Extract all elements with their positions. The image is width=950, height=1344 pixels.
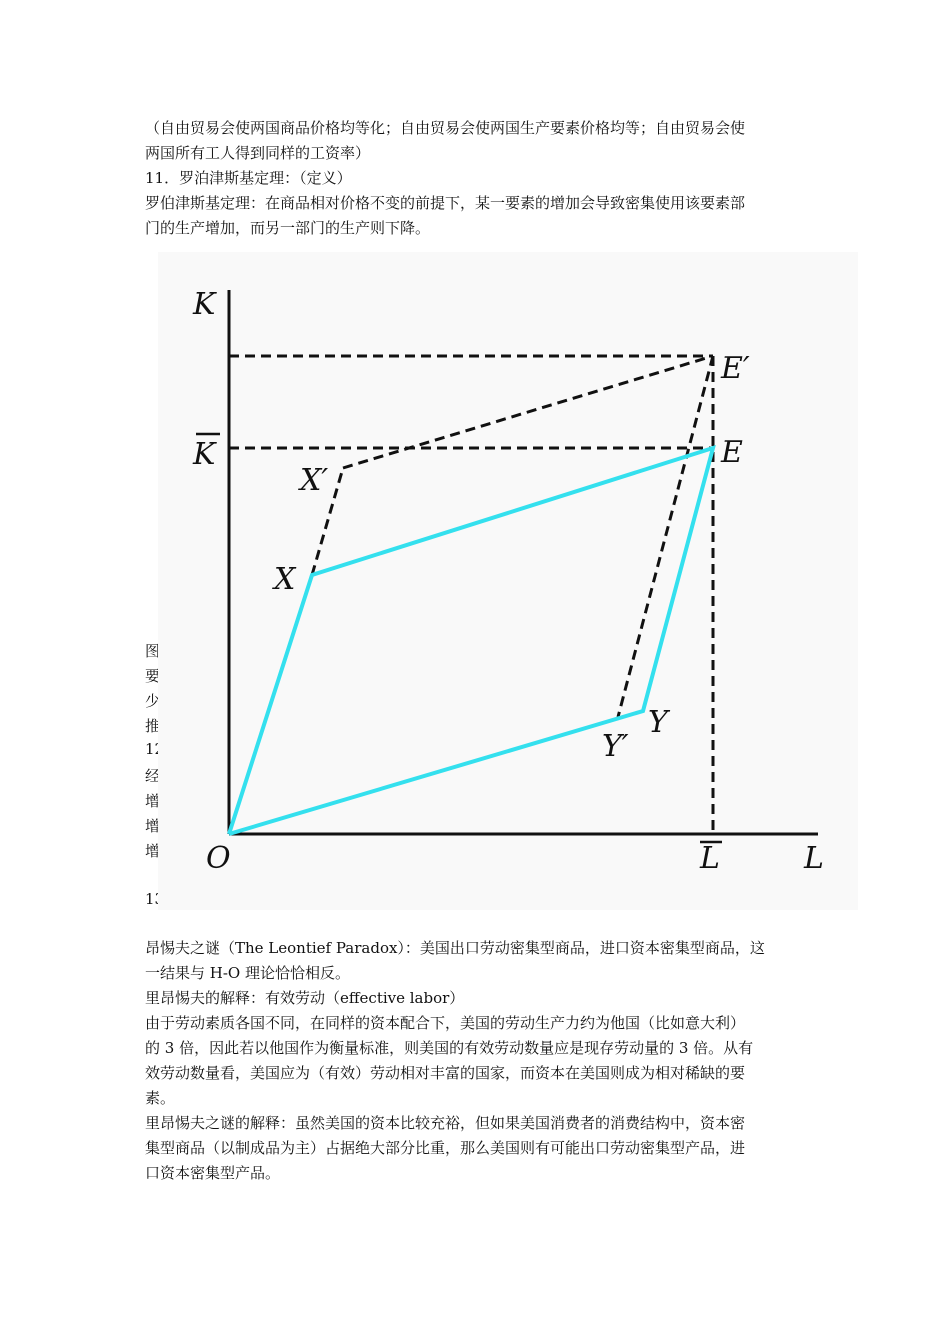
effective-labor-line: 的 3 倍，因此若以他国作为衡量标准，则美国的有效劳动数量应是现存劳动量的 3 倍。从有 — [145, 1039, 754, 1057]
label-k: K — [193, 287, 216, 322]
side-char: 经 — [145, 767, 161, 785]
side-char: 增 — [145, 792, 161, 810]
leontief-paradox-line: 一结果与 H-O 理论恰恰相反。 — [145, 964, 350, 982]
leontief-paradox-line: 昂惕夫之谜（The Leontief Paradox）：美国出口劳动密集型商品，进口资本密集型商品，这 — [145, 939, 765, 957]
original-allocation-parallelogram — [229, 448, 713, 834]
effective-labor-line: 素。 — [145, 1089, 176, 1107]
label-kbar: K — [193, 437, 216, 472]
label-yprime: Y′ — [602, 729, 629, 764]
eprime-to-yprime-dashed — [618, 356, 713, 717]
text-line: 两国所有工人得到同样的工资率） — [145, 144, 371, 162]
side-char: 增 — [145, 817, 161, 835]
xprime-to-eprime-dashed — [343, 356, 713, 468]
label-origin: O — [206, 841, 231, 876]
side-char: 推 — [145, 717, 161, 735]
paradox-explanation-line: 集型商品（以制成品为主）占据绝大部分比重，那么美国则有可能出口劳动密集型产品，进 — [145, 1139, 746, 1157]
side-char: 13 — [145, 890, 165, 908]
rybczynski-diagram — [158, 252, 858, 910]
top-text-block — [145, 116, 813, 241]
bottom-text-block — [145, 936, 813, 1186]
effective-labor-heading: 里昂惕夫的解释：有效劳动（effective labor） — [145, 989, 465, 1007]
paradox-explanation-line: 口资本密集型产品。 — [145, 1164, 281, 1182]
side-char: 图 — [145, 642, 161, 660]
effective-labor-line: 由于劳动素质各国不同，在同样的资本配合下，美国的劳动生产力约为他国（比如意大利） — [145, 1014, 746, 1032]
label-l: L — [804, 841, 824, 876]
label-x: X — [274, 562, 296, 597]
side-char: 12 — [145, 740, 165, 758]
label-y: Y — [648, 705, 668, 740]
paradox-explanation-line: 里昂惕夫之谜的解释：虽然美国的资本比较充裕，但如果美国消费者的消费结构中，资本密 — [145, 1114, 746, 1132]
definition-line: 门的生产增加，而另一部门的生产则下降。 — [145, 219, 431, 237]
section-heading-11: 11．罗泊津斯基定理：（定义） — [145, 169, 352, 187]
effective-labor-line: 效劳动数量看，美国应为（有效）劳动相对丰富的国家，而资本在美国则成为相对稀缺的要 — [145, 1064, 746, 1082]
label-eprime: E′ — [721, 351, 750, 386]
side-char: 少 — [145, 692, 161, 710]
label-xprime: X′ — [300, 463, 329, 498]
label-e: E — [721, 435, 743, 470]
label-lbar: L — [700, 841, 720, 876]
side-char: 要 — [145, 667, 161, 685]
side-char: 增 — [145, 842, 161, 860]
text-line: （自由贸易会使两国商品价格均等化；自由贸易会使两国生产要素价格均等；自由贸易会使 — [145, 119, 746, 137]
definition-line: 罗伯津斯基定理：在商品相对价格不变的前提下，某一要素的增加会导致密集使用该要素部 — [145, 194, 746, 212]
